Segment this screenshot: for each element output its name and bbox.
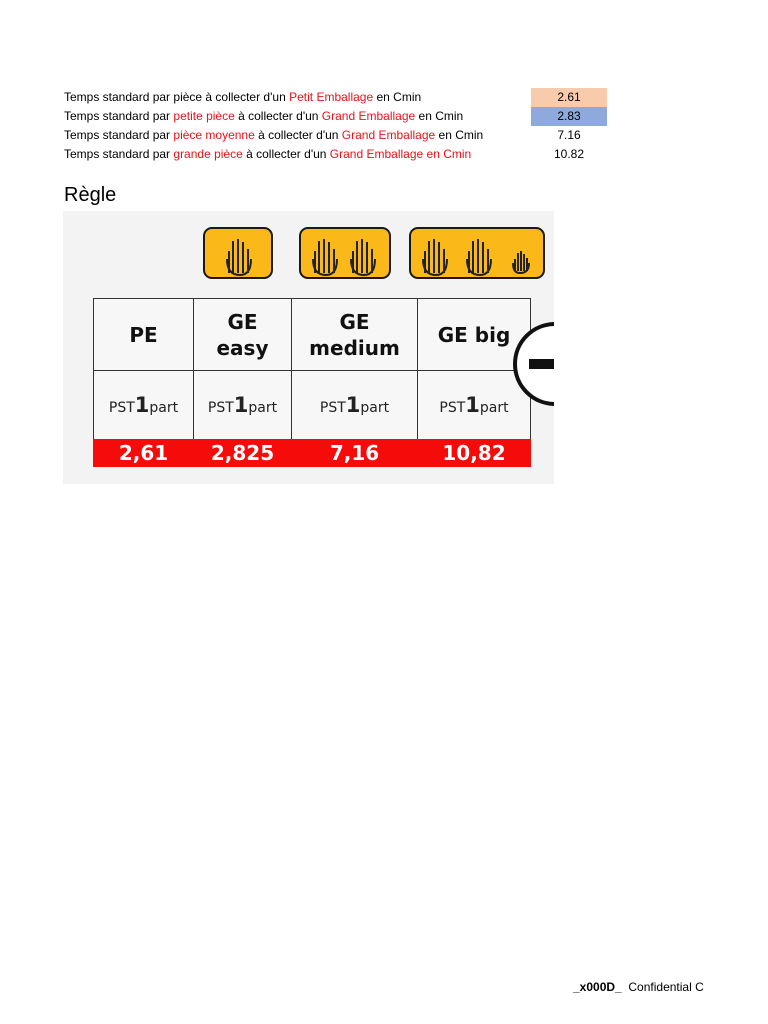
row-text: en Cmin bbox=[373, 90, 422, 104]
pst-prefix: PST bbox=[207, 400, 234, 416]
header-line: easy bbox=[216, 335, 269, 360]
header-line: GE bbox=[339, 309, 370, 334]
pst-suffix: part bbox=[248, 400, 278, 416]
table-header bbox=[93, 298, 194, 371]
row-label bbox=[64, 88, 421, 107]
row-text: Temps standard par bbox=[64, 109, 174, 123]
header-line: medium bbox=[309, 335, 400, 360]
hand-icon bbox=[205, 229, 275, 281]
pst-number: 1 bbox=[233, 393, 249, 417]
pst-suffix: part bbox=[360, 400, 390, 416]
footer-label bbox=[573, 980, 704, 994]
pst-number: 1 bbox=[345, 393, 361, 417]
pst-cell bbox=[291, 370, 418, 440]
row-text: en Cmin bbox=[435, 128, 484, 142]
value-cell: 10,82 bbox=[417, 439, 531, 467]
standard-time-row bbox=[64, 145, 609, 164]
pst-cell bbox=[93, 370, 194, 440]
pst-prefix: PST bbox=[319, 400, 346, 416]
row-value[interactable]: 2.83 bbox=[531, 107, 607, 126]
table-header bbox=[193, 298, 292, 371]
row-text: en Cmin bbox=[415, 109, 464, 123]
table-header bbox=[291, 298, 418, 371]
hands-icon bbox=[301, 229, 393, 281]
pst-prefix: PST bbox=[108, 400, 135, 416]
footer-text: Confidential C bbox=[628, 980, 704, 994]
header-line: GE big bbox=[437, 322, 511, 347]
row-value[interactable]: 10.82 bbox=[553, 147, 585, 161]
minus-circle-icon bbox=[509, 319, 554, 409]
row-text: Temps standard par bbox=[64, 128, 174, 142]
row-highlight: Grand Emballage en Cmin bbox=[329, 147, 472, 161]
rule-image bbox=[63, 211, 554, 484]
header-line: PE bbox=[129, 322, 158, 347]
hands-icon bbox=[411, 229, 547, 281]
pst-number: 1 bbox=[134, 393, 150, 417]
row-highlight: pièce moyenne bbox=[173, 128, 255, 142]
standard-time-row bbox=[64, 126, 609, 145]
pst-suffix: part bbox=[479, 400, 509, 416]
section-heading: Règle bbox=[64, 184, 117, 206]
hand-bubble bbox=[409, 227, 545, 279]
hand-bubble bbox=[299, 227, 391, 279]
header-line: GE bbox=[227, 309, 258, 334]
row-highlight: Grand Emballage bbox=[321, 109, 416, 123]
row-label bbox=[64, 145, 471, 164]
footer-code: _x000D_ bbox=[573, 980, 622, 994]
row-highlight: Grand Emballage bbox=[341, 128, 436, 142]
row-highlight: grande pièce bbox=[173, 147, 243, 161]
pst-prefix: PST bbox=[439, 400, 466, 416]
row-text: à collecter d'un bbox=[254, 128, 342, 142]
row-highlight: petite pièce bbox=[173, 109, 235, 123]
row-value[interactable]: 7.16 bbox=[557, 128, 581, 142]
standard-time-row bbox=[64, 88, 609, 107]
row-highlight: Petit Emballage bbox=[289, 90, 374, 104]
value-cell: 2,61 bbox=[93, 439, 194, 467]
row-text: à collecter d'un bbox=[234, 109, 322, 123]
row-value[interactable]: 2.61 bbox=[531, 88, 607, 107]
value-cell: 7,16 bbox=[291, 439, 418, 467]
standard-time-row bbox=[64, 107, 609, 126]
value-cell: 2,825 bbox=[193, 439, 292, 467]
pst-suffix: part bbox=[149, 400, 179, 416]
pst-number: 1 bbox=[465, 393, 480, 417]
row-text: à collecter d'un bbox=[242, 147, 330, 161]
row-text: Temps standard par bbox=[64, 147, 174, 161]
row-text: Temps standard par pièce à collecter d'un bbox=[64, 90, 290, 104]
pst-cell bbox=[193, 370, 292, 440]
hand-bubble bbox=[203, 227, 273, 279]
row-label bbox=[64, 126, 483, 145]
row-label bbox=[64, 107, 463, 126]
